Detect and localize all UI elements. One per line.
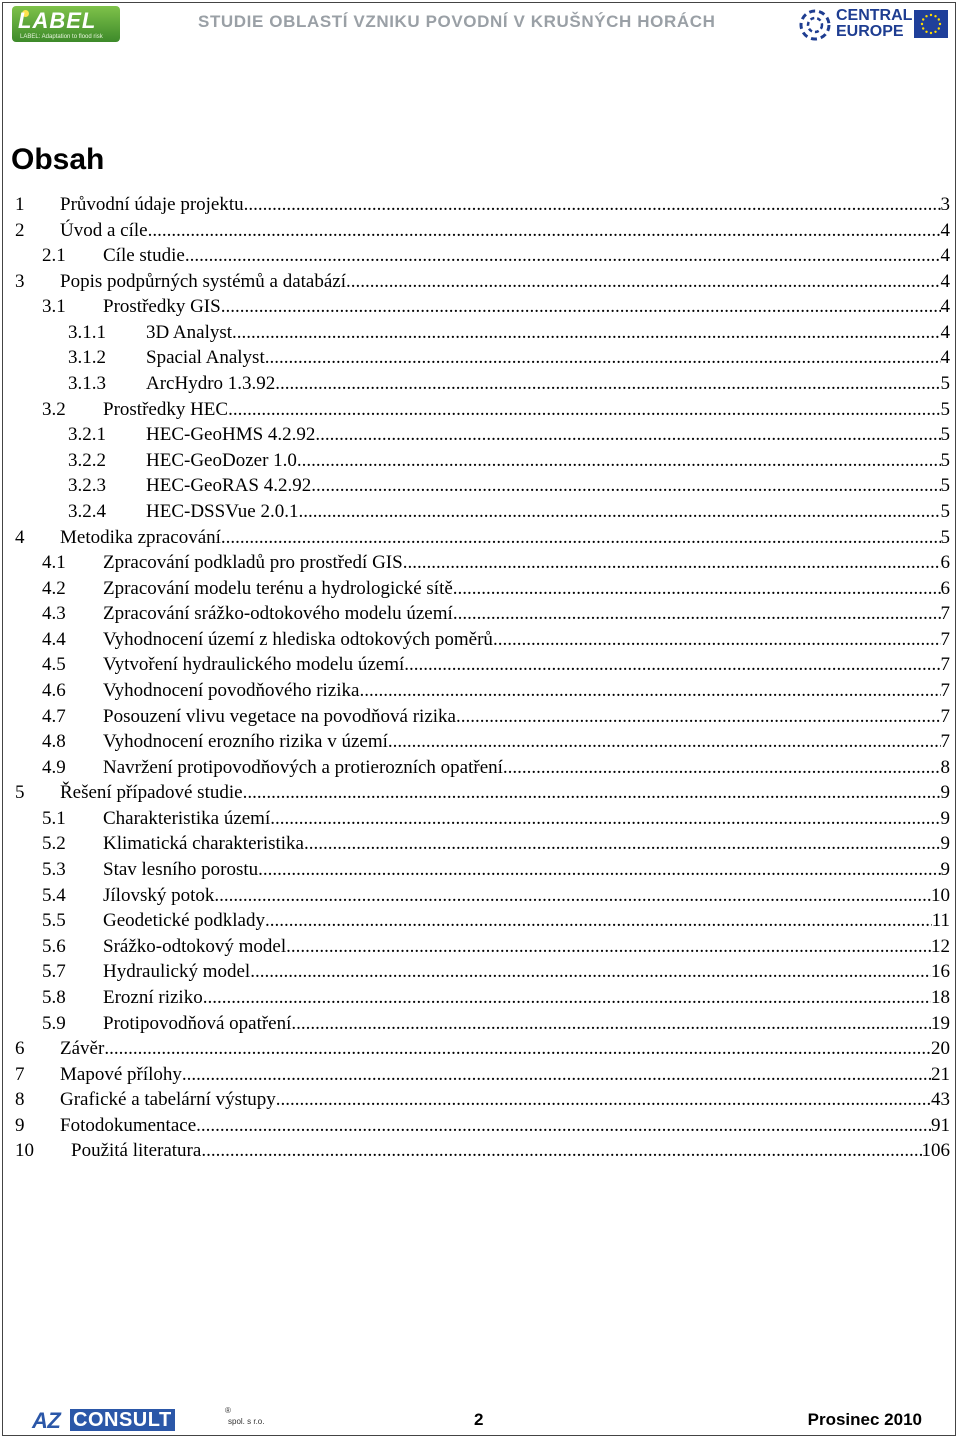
toc-entry[interactable]: [0, 1138, 960, 1164]
toc-dot-leader: [503, 755, 941, 781]
toc-entry-page: 6: [940, 577, 950, 599]
toc-entry-number: 4.1: [42, 552, 66, 574]
toc-entry-title: Zpracování podkladů pro prostředí GIS: [103, 552, 403, 574]
toc-entry[interactable]: [0, 1113, 960, 1139]
toc-entry[interactable]: [0, 397, 960, 423]
toc-entry[interactable]: [0, 345, 960, 371]
toc-entry-page: 16: [931, 961, 950, 983]
toc-entry[interactable]: [0, 678, 960, 704]
toc-entry-page: 7: [940, 731, 950, 753]
toc-entry-number: 5.7: [42, 961, 66, 983]
toc-dot-leader: [493, 627, 941, 653]
toc-entry-page: 21: [931, 1063, 950, 1085]
toc-dot-leader: [456, 704, 941, 730]
toc-entry[interactable]: [0, 831, 960, 857]
toc-entry-page: 7: [940, 654, 950, 676]
toc-dot-leader: [298, 499, 940, 525]
toc-entry[interactable]: [0, 780, 960, 806]
toc-entry-page: 8: [940, 756, 950, 778]
toc-entry-number: 4.5: [42, 654, 66, 676]
toc-dot-leader: [453, 601, 941, 627]
toc-entry-number: 5: [15, 782, 25, 804]
toc-dot-leader: [304, 831, 941, 857]
toc-entry-number: 4.7: [42, 705, 66, 727]
toc-entry-page: 12: [931, 935, 950, 957]
toc-entry[interactable]: [0, 243, 960, 269]
label-logo-tagline: LABEL: Adaptation to flood risk: [20, 34, 103, 40]
toc-entry-number: 4.4: [42, 628, 66, 650]
toc-entry-title: Zpracování modelu terénu a hydrologické sítě: [103, 577, 453, 599]
toc-entry-page: 9: [940, 833, 950, 855]
toc-entry-number: 4.2: [42, 577, 66, 599]
toc-entry[interactable]: [0, 627, 960, 653]
toc-entry[interactable]: [0, 729, 960, 755]
toc-dot-leader: [404, 652, 940, 678]
toc-entry-title: Prostředky HEC: [103, 398, 229, 420]
toc-dot-leader: [286, 934, 931, 960]
toc-entry-page: 7: [940, 603, 950, 625]
toc-entry-title: Navržení protipovodňových a protierozních opatření: [103, 756, 503, 778]
toc-entry-number: 6: [15, 1038, 25, 1060]
toc-entry[interactable]: [0, 959, 960, 985]
toc-entry-title: HEC-GeoRAS 4.2.92: [146, 475, 312, 497]
toc-entry-number: 4.6: [42, 679, 66, 701]
toc-entry-page: 4: [940, 347, 950, 369]
toc-entry-page: 6: [940, 552, 950, 574]
toc-dot-leader: [403, 550, 941, 576]
label-logo: [12, 6, 120, 42]
toc-entry-title: 3D Analyst: [146, 321, 233, 343]
toc-entry-number: 2.1: [42, 245, 66, 267]
toc-dot-leader: [258, 857, 940, 883]
central-europe-line2: EUROPE: [836, 23, 904, 40]
toc-entry-title: Prostředky GIS: [103, 296, 221, 318]
azconsult-logo-consult: CONSULT: [70, 1409, 175, 1431]
toc-dot-leader: [388, 729, 941, 755]
toc-dot-leader: [203, 985, 931, 1011]
toc-entry-number: 5.8: [42, 986, 66, 1008]
toc-dot-leader: [276, 1087, 931, 1113]
toc-entry-title: Vyhodnocení povodňového rizika: [103, 679, 360, 701]
toc-entry-title: Vytvoření hydraulického modelu území: [103, 654, 405, 676]
toc-entry-number: 3.1: [42, 296, 66, 318]
central-europe-line1: CENTRAL: [836, 7, 913, 24]
toc-entry[interactable]: [0, 934, 960, 960]
toc-entry-page: 5: [940, 500, 950, 522]
toc-entry[interactable]: [0, 985, 960, 1011]
toc-entry-page: 11: [931, 910, 950, 932]
toc-dot-leader: [265, 908, 932, 934]
toc-entry-title: HEC-DSSVue 2.0.1: [146, 500, 299, 522]
toc-entry-number: 4.9: [42, 756, 66, 778]
toc-dot-leader: [148, 218, 941, 244]
toc-entry-title: Vyhodnocení erozního rizika v území: [103, 731, 388, 753]
toc-dot-leader: [185, 243, 941, 269]
toc-entry-page: 7: [940, 628, 950, 650]
toc-entry[interactable]: [0, 550, 960, 576]
toc-dot-leader: [346, 269, 940, 295]
toc-entry-title: Stav lesního porostu: [103, 859, 259, 881]
toc-entry[interactable]: [0, 269, 960, 295]
toc-entry-title: Srážko-odtokový model: [103, 935, 287, 957]
toc-entry-page: 19: [931, 1012, 950, 1034]
toc-entry-number: 5.9: [42, 1012, 66, 1034]
toc-entry-title: Hydraulický model: [103, 961, 251, 983]
toc-entry-number: 5.4: [42, 884, 66, 906]
toc-entry-number: 3.2.1: [68, 424, 106, 446]
toc-entry-page: 7: [940, 705, 950, 727]
toc-entry-title: Fotodokumentace: [60, 1114, 197, 1136]
toc-dot-leader: [359, 678, 940, 704]
toc-entry-title: Metodika zpracování: [60, 526, 221, 548]
toc-entry-page: 5: [940, 424, 950, 446]
toc-entry-page: 5: [940, 398, 950, 420]
toc-dot-leader: [315, 422, 940, 448]
toc-entry-title: Úvod a cíle: [60, 219, 148, 241]
toc-dot-leader: [221, 525, 941, 551]
toc-entry-number: 5.3: [42, 859, 66, 881]
toc-entry-title: ArcHydro 1.3.92: [146, 373, 276, 395]
toc-entry-page: 4: [940, 270, 950, 292]
toc-entry-title: Vyhodnocení území z hlediska odtokových poměrů: [103, 628, 493, 650]
toc-entry[interactable]: [0, 499, 960, 525]
toc-entry-title: Charakteristika území: [103, 807, 271, 829]
toc-entry-title: Průvodní údaje projektu: [60, 194, 244, 215]
toc-entry[interactable]: [0, 883, 960, 909]
toc-dot-leader: [270, 806, 940, 832]
toc-entry-page: 9: [940, 782, 950, 804]
toc-entry-title: Mapové přílohy: [60, 1063, 182, 1085]
toc-entry-number: 2: [15, 219, 25, 241]
toc-entry[interactable]: [0, 473, 960, 499]
toc-dot-leader: [275, 371, 940, 397]
table-of-contents: [0, 192, 960, 1164]
toc-entry[interactable]: [0, 1011, 960, 1037]
toc-entry-page: 4: [940, 296, 950, 318]
toc-dot-leader: [104, 1036, 931, 1062]
toc-entry-title: Jílovský potok: [103, 884, 215, 906]
toc-dot-leader: [291, 1011, 931, 1037]
eu-flag-icon: [914, 10, 948, 38]
toc-entry-page: 18: [931, 986, 950, 1008]
toc-entry-page: 5: [940, 475, 950, 497]
toc-entry-number: 1: [15, 194, 25, 215]
toc-entry-page: 106: [921, 1140, 950, 1162]
toc-entry-number: 3.2.3: [68, 475, 106, 497]
toc-entry[interactable]: [0, 857, 960, 883]
toc-entry-number: 9: [15, 1114, 25, 1136]
toc-entry-page: 5: [940, 373, 950, 395]
toc-entry-number: 3.1.1: [68, 321, 106, 343]
azconsult-logo-suffix: spol. s r.o.: [228, 1417, 265, 1426]
toc-entry-page: 3: [940, 194, 950, 215]
toc-entry-page: 10: [931, 884, 950, 906]
toc-entry-title: Grafické a tabelární výstupy: [60, 1089, 276, 1111]
toc-entry[interactable]: [0, 1036, 960, 1062]
toc-entry-number: 5.5: [42, 910, 66, 932]
toc-dot-leader: [453, 576, 941, 602]
toc-dot-leader: [196, 1113, 931, 1139]
registered-mark: ®: [225, 1406, 231, 1415]
toc-entry-title: Závěr: [60, 1038, 105, 1060]
toc-entry-page: 5: [940, 526, 950, 548]
toc-entry[interactable]: [0, 448, 960, 474]
azconsult-logo-az: AZ: [32, 1408, 61, 1433]
toc-entry-page: 4: [940, 219, 950, 241]
toc-entry[interactable]: [0, 320, 960, 346]
toc-entry-page: 43: [931, 1089, 950, 1111]
toc-dot-leader: [214, 883, 931, 909]
toc-entry[interactable]: [0, 908, 960, 934]
toc-entry-page: 5: [940, 449, 950, 471]
toc-entry[interactable]: [0, 576, 960, 602]
header-title: STUDIE OBLASTÍ VZNIKU POVODNÍ V KRUŠNÝCH HORÁCH: [198, 12, 716, 31]
toc-entry[interactable]: [0, 652, 960, 678]
toc-dot-leader: [297, 448, 941, 474]
toc-entry-title: Posouzení vlivu vegetace na povodňová rizika: [103, 705, 456, 727]
page-header: [0, 0, 960, 48]
toc-entry-number: 3.2.4: [68, 500, 106, 522]
toc-entry-title: Klimatická charakteristika: [103, 833, 304, 855]
toc-entry-number: 7: [15, 1063, 25, 1085]
toc-entry-page: 20: [931, 1038, 950, 1060]
toc-entry-number: 3.2.2: [68, 449, 106, 471]
toc-entry-title: HEC-GeoHMS 4.2.92: [146, 424, 316, 446]
toc-entry-title: Erozní riziko: [103, 986, 203, 1008]
toc-entry-number: 3.1.3: [68, 373, 106, 395]
toc-entry-title: Řešení případové studie: [60, 782, 243, 804]
toc-entry-number: 3.2: [42, 398, 66, 420]
toc-entry[interactable]: [0, 525, 960, 551]
toc-entry[interactable]: [0, 218, 960, 244]
toc-entry[interactable]: [0, 755, 960, 781]
toc-entry-page: 4: [940, 321, 950, 343]
toc-entry[interactable]: [0, 192, 960, 218]
toc-dot-leader: [311, 473, 940, 499]
toc-entry-number: 4: [15, 526, 25, 548]
toc-entry-number: 5.6: [42, 935, 66, 957]
toc-entry[interactable]: [0, 294, 960, 320]
central-europe-swirl-icon: [798, 8, 832, 42]
toc-entry-title: Použitá literatura: [71, 1140, 202, 1162]
toc-entry-page: 9: [940, 807, 950, 829]
toc-entry[interactable]: [0, 601, 960, 627]
toc-dot-leader: [201, 1138, 921, 1164]
toc-entry-title: Spacial Analyst: [146, 347, 265, 369]
toc-entry-title: Popis podpůrných systémů a databází: [60, 270, 347, 292]
azconsult-logo: [32, 1406, 265, 1434]
toc-entry-title: HEC-GeoDozer 1.0: [146, 449, 297, 471]
toc-entry[interactable]: [0, 1062, 960, 1088]
toc-entry-page: 4: [940, 245, 950, 267]
toc-entry[interactable]: [0, 1087, 960, 1113]
footer-date: Prosinec 2010: [807, 1410, 922, 1429]
toc-entry-page: 9: [940, 859, 950, 881]
toc-entry[interactable]: [0, 371, 960, 397]
toc-dot-leader: [243, 780, 941, 806]
page-number: 2: [474, 1410, 484, 1429]
central-europe-logo: [798, 6, 950, 44]
toc-dot-leader: [228, 397, 940, 423]
toc-entry[interactable]: [0, 422, 960, 448]
toc-entry-number: 4.3: [42, 603, 66, 625]
toc-entry-number: 8: [15, 1089, 25, 1111]
toc-dot-leader: [182, 1062, 931, 1088]
toc-title: Obsah: [11, 143, 105, 176]
toc-entry-title: Cíle studie: [103, 245, 185, 267]
toc-dot-leader: [221, 294, 941, 320]
toc-entry-number: 5.1: [42, 807, 66, 829]
toc-entry[interactable]: [0, 806, 960, 832]
toc-dot-leader: [244, 192, 941, 218]
toc-entry-number: 3.1.2: [68, 347, 106, 369]
toc-entry[interactable]: [0, 704, 960, 730]
toc-entry-page: 7: [940, 679, 950, 701]
toc-entry-number: 10: [15, 1140, 34, 1162]
label-logo-word: LABEL: [18, 8, 97, 33]
toc-entry-title: Protipovodňová opatření: [103, 1012, 292, 1034]
toc-dot-leader: [250, 959, 931, 985]
toc-dot-leader: [265, 345, 941, 371]
toc-entry-number: 5.2: [42, 833, 66, 855]
page-footer: [0, 1400, 960, 1440]
toc-entry-title: Geodetické podklady: [103, 910, 265, 932]
toc-entry-number: 4.8: [42, 731, 66, 753]
toc-entry-title: Zpracování srážko-odtokového modelu území: [103, 603, 453, 625]
toc-dot-leader: [232, 320, 940, 346]
toc-entry-page: 91: [931, 1114, 950, 1136]
toc-entry-number: 3: [15, 270, 25, 292]
